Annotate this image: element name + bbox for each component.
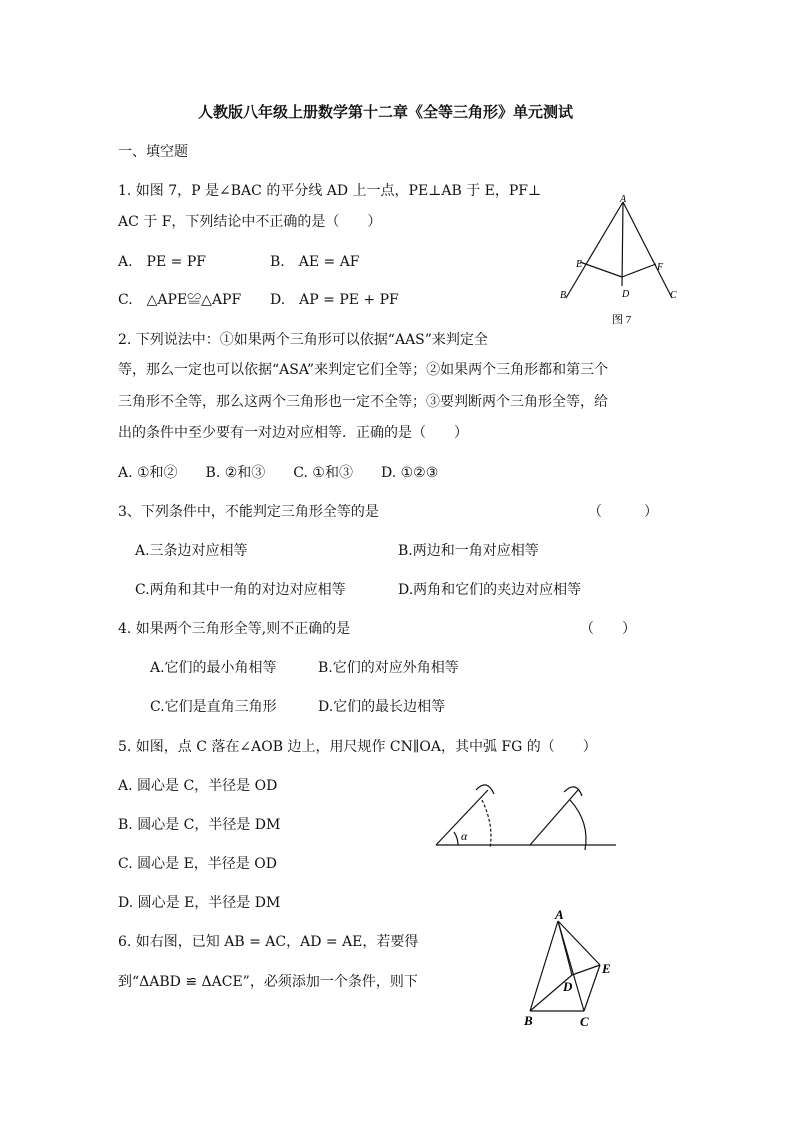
q3-answer-paren: （ ）	[588, 504, 658, 520]
q1-label-d: D	[622, 289, 630, 300]
q1-label-a: A	[620, 194, 627, 205]
q4-stem: 4. 如果两个三角形全等,则不正确的是	[118, 621, 351, 637]
q3-option-c: C.两角和其中一角的对边对应相等	[135, 582, 346, 598]
q4-answer-paren: （ ）	[580, 621, 636, 637]
q1-option-c: C. △APE≌△APF	[118, 292, 242, 308]
q5-angle-arc	[454, 832, 458, 845]
q2-stem-line4: 出的条件中至少要有一对边对应相等．正确的是（ ）	[118, 425, 468, 441]
q3-option-a: A.三条边对应相等	[135, 543, 248, 559]
q4-option-c: C.它们是直角三角形	[150, 699, 277, 715]
q1-label-b: B	[560, 290, 567, 301]
page-title: 人教版八年级上册数学第十二章《全等三角形》单元测试	[198, 103, 574, 121]
q5-ray-right	[530, 790, 578, 845]
q1-label-c: C	[670, 290, 677, 301]
q3-stem: 3、下列条件中，不能判定三角形全等的是	[118, 504, 379, 520]
q5-figure	[430, 770, 620, 860]
q5-option-b: B. 圆心是 C，半径是 DM	[118, 817, 281, 833]
q1-label-e: E	[576, 259, 583, 270]
q1-stem-line1: 1. 如图 7，P 是∠BAC 的平分线 AD 上一点，PE⊥AB 于 E，PF⊥	[118, 183, 542, 199]
q4-option-a: A.它们的最小角相等	[150, 660, 277, 676]
q4-option-d: D.它们的最长边相等	[318, 699, 446, 715]
q1-option-d: D. AP = PE + PF	[270, 292, 399, 308]
q2-stem-line2: 等，那么一定也可以依据“ASA”来判定它们全等；②如果两个三角形都和第三个	[118, 362, 609, 378]
q5-label-alpha: α	[461, 829, 468, 843]
q3-option-d: D.两角和它们的夹边对应相等	[398, 582, 582, 598]
q1-option-a: A. PE = PF	[118, 254, 206, 270]
q6-label-b: B	[524, 1013, 533, 1028]
q1-stem-line2: AC 于 F，下列结论中不正确的是（ ）	[118, 214, 382, 230]
q6-figure	[520, 905, 630, 1030]
q1-option-b: B. AE = AF	[270, 254, 360, 270]
q6-line-ce	[584, 965, 600, 1011]
q1-figure-caption: 图 7	[612, 314, 632, 326]
q2-options: A. ①和② B. ②和③ C. ①和③ D. ①②③	[118, 465, 439, 481]
q5-arc-right	[570, 800, 586, 850]
q3-option-b: B.两边和一角对应相等	[398, 543, 539, 559]
q6-label-e: E	[602, 961, 611, 976]
q5-stem: 5. 如图，点 C 落在∠AOB 边上，用尺规作 CN∥OA，其中弧 FG 的（ ）	[118, 739, 597, 755]
q6-label-a: A	[555, 907, 564, 922]
q1-line-pe	[580, 262, 622, 277]
q5-option-c: C. 圆心是 E，半径是 OD	[118, 856, 277, 872]
q1-figure	[550, 190, 690, 330]
q5-arc-dashed	[482, 800, 491, 848]
q5-option-d: D. 圆心是 E，半径是 DM	[118, 895, 281, 911]
q6-label-d: D	[563, 979, 573, 994]
q5-option-a: A. 圆心是 C，半径是 OD	[118, 778, 278, 794]
section-heading: 一、填空题	[118, 144, 188, 160]
q1-line-ab	[566, 202, 623, 298]
q1-line-ad	[622, 202, 623, 286]
q6-line-de	[572, 965, 600, 975]
q2-stem-line3: 三角形不全等，那么这两个三角形也一定不全等；③要判断两个三角形全等，给	[118, 394, 608, 410]
q1-line-ac	[623, 202, 672, 298]
q2-stem-line1: 2. 下列说法中：①如果两个三角形可以依据“AAS”来判定全	[118, 332, 488, 348]
q4-option-b: B.它们的对应外角相等	[318, 660, 459, 676]
q6-stem-line2: 到“ΔABD ≌ ΔACE”，必须添加一个条件，则下	[118, 974, 418, 990]
q6-line-ab	[530, 921, 558, 1011]
q6-stem-line1: 6. 如右图，已知 AB = AC，AD = AE，若要得	[118, 934, 419, 950]
q5-arc-top-right	[564, 787, 582, 796]
q1-label-f: F	[657, 262, 664, 273]
q1-line-pf	[622, 264, 656, 277]
q6-label-c: C	[580, 1014, 589, 1029]
